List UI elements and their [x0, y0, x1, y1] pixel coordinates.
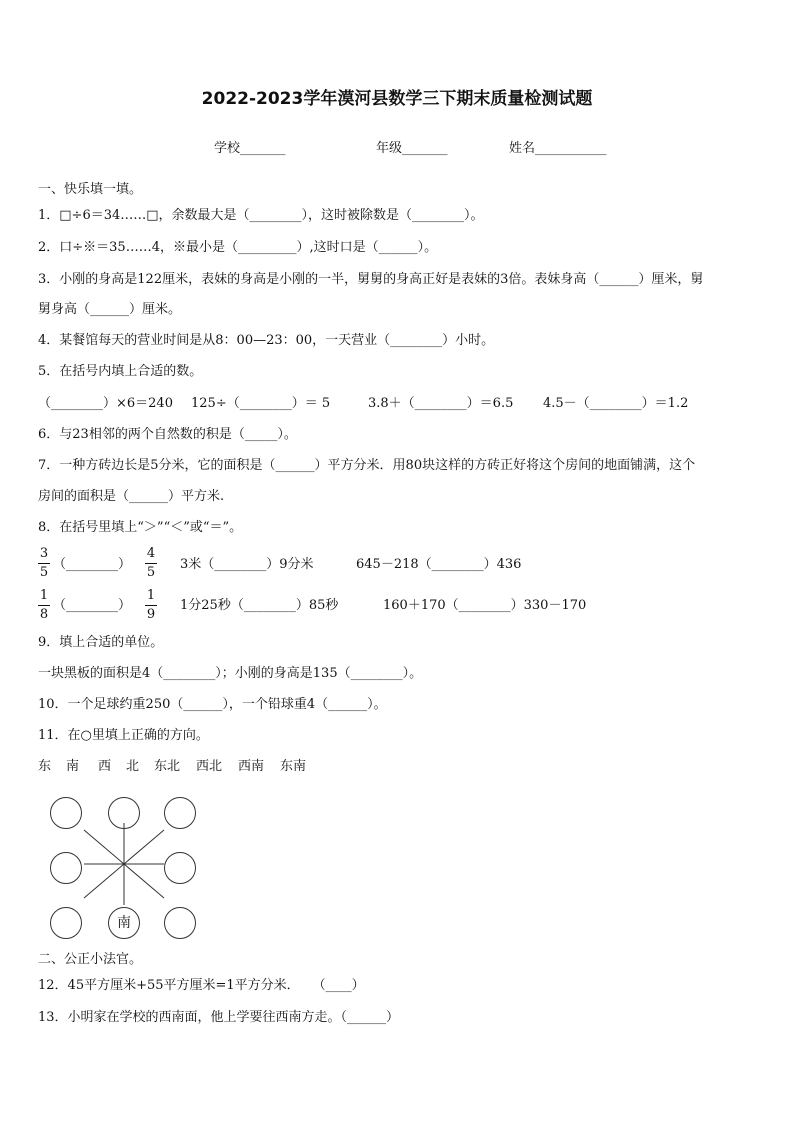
grade-field[interactable]: 年级_______: [376, 141, 448, 156]
direction-word: 东南: [280, 759, 307, 774]
q5-item-1: （________）×6＝240: [38, 396, 173, 411]
compare-item: 645－218（________）436: [356, 557, 522, 572]
section-heading-2: 二、公正小法官。: [38, 952, 143, 967]
question-3-line2: 舅身高（______）厘米。: [38, 302, 182, 317]
school-field[interactable]: 学校_______: [214, 141, 286, 156]
direction-word: 西南: [238, 759, 265, 774]
direction-word: 东: [38, 759, 52, 774]
question-4: 4．某餐馆每天的营业时间是从8：00—23：00，一天营业（________）小时。: [38, 333, 495, 348]
denominator: 5: [39, 565, 49, 580]
direction-circle[interactable]: [164, 907, 196, 939]
page-title: 2022-2023学年漠河县数学三下期末质量检测试题: [201, 89, 593, 109]
question-5-heading: 5．在括号内填上合适的数。: [38, 364, 203, 379]
fraction: [145, 547, 157, 580]
direction-circle[interactable]: [50, 907, 82, 939]
direction-circle[interactable]: [50, 852, 82, 884]
question-1: 1．□÷6＝34……□，余数最大是（________），这时被除数是（________）。: [38, 208, 484, 223]
compare-blank: （________）: [53, 598, 132, 613]
compare-item: 160＋170（________）330－170: [383, 598, 587, 613]
q5-item-3: 3.8＋（________）＝6.5: [368, 396, 514, 411]
direction-word: 东北: [154, 759, 181, 774]
question-6: 6．与23相邻的两个自然数的积是（_____）。: [38, 427, 297, 442]
question-7-line2: 房间的面积是（______）平方米.: [38, 489, 225, 504]
direction-word: 西北: [196, 759, 223, 774]
question-9-body: 一块黑板的面积是4（________）；小刚的身高是135（________）。: [38, 666, 423, 681]
compare-item: 3米（________）9分米: [180, 557, 314, 572]
q5-item-2: 125÷（________）＝ 5: [191, 396, 331, 411]
direction-word: 西: [98, 759, 112, 774]
fraction-bar: [145, 605, 157, 606]
numerator: 3: [39, 546, 49, 561]
question-8-heading: 8．在括号里填上“＞”“＜”或“＝”。: [38, 520, 243, 535]
fraction: [38, 589, 50, 622]
q5-item-4: 4.5－（________）＝1.2: [543, 396, 689, 411]
fraction-bar: [38, 563, 50, 564]
question-13: 13．小明家在学校的西南面，他上学要往西南方走。（______）: [38, 1010, 400, 1025]
fraction: [38, 547, 50, 580]
numerator: 4: [146, 546, 156, 561]
name-field[interactable]: 姓名___________: [509, 141, 607, 156]
direction-circle[interactable]: [164, 797, 196, 829]
direction-circle[interactable]: [164, 852, 196, 884]
numerator: 1: [39, 588, 49, 603]
question-2: 2．口÷※＝35……4，※最小是（_________）,这时口是（______）。: [38, 240, 438, 255]
compare-blank: （________）: [53, 557, 132, 572]
direction-circle[interactable]: [108, 797, 140, 829]
compare-item: 1分25秒（________）85秒: [180, 598, 339, 613]
denominator: 8: [39, 607, 49, 622]
question-3-line1: 3．小刚的身高是122厘米，表妹的身高是小刚的一半，舅舅的身高正好是表妹的3倍。表妹身高（______）厘米，舅: [38, 272, 704, 287]
question-12: 12．45平方厘米+55平方厘米=1平方分米． （____）: [38, 978, 365, 993]
question-7-line1: 7．一种方砖边长是5分米，它的面积是（______）平方分米．用80块这样的方砖正好将这个房间的地面铺满，这个: [38, 458, 696, 473]
south-label: 南: [117, 915, 131, 931]
fraction-bar: [38, 605, 50, 606]
denominator: 5: [146, 565, 156, 580]
fraction-bar: [145, 563, 157, 564]
question-9-heading: 9．填上合适的单位。: [38, 635, 164, 650]
direction-word: 北: [126, 759, 140, 774]
section-heading-1: 一、快乐填一填。: [38, 182, 143, 197]
question-11-heading: 11．在○里填上正确的方向。: [38, 728, 209, 743]
direction-word: 南: [66, 759, 80, 774]
numerator: 1: [146, 588, 156, 603]
denominator: 9: [146, 607, 156, 622]
question-10: 10．一个足球约重250（______），一个铅球重4（______）。: [38, 697, 387, 712]
fraction: [145, 589, 157, 622]
direction-circle[interactable]: [50, 797, 82, 829]
